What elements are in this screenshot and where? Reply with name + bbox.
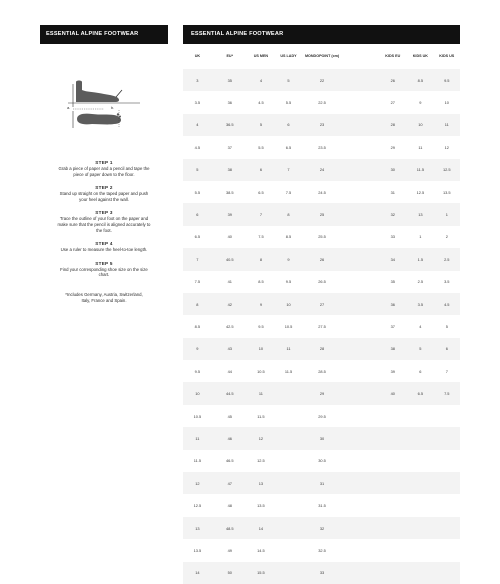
cell-kids-uk: 2.5 [407,271,433,293]
cell-mondopoint: 32 [303,517,341,539]
table-row [183,382,460,404]
cell-us-men: 7 [248,203,274,225]
cell-kids-eu: 32 [378,203,407,225]
cell-kids-us: 2.5 [434,248,460,270]
cell-uk: 4.5 [183,136,212,158]
cell-us-men: 11 [248,382,274,404]
cell-spacer [341,472,378,494]
step-title: STEP 1 [95,160,113,165]
cell-spacer [341,114,378,136]
cell-kids-us: 12 [434,136,460,158]
cell-uk: 7 [183,248,212,270]
cell-kids-eu [378,517,407,539]
cell-mondopoint: 26.5 [303,271,341,293]
table-row [183,539,460,561]
cell-spacer [341,69,378,91]
left-panel-title: ESSENTIAL ALPINE FOOTWEAR [40,25,168,44]
table-row [183,91,460,113]
cell-us-men: 12 [248,427,274,449]
cell-us-men: 13.5 [248,494,274,516]
cell-uk: 11.5 [183,450,212,472]
cell-us-lady: 9 [274,248,303,270]
cell-kids-uk: 10 [407,114,433,136]
header-kids-eu: KIDS EU [385,54,401,59]
cell-us-men: 14 [248,517,274,539]
cell-spacer [341,382,378,404]
cell-spacer [341,136,378,158]
cell-kids-uk: 8.5 [407,69,433,91]
cell-kids-us [434,450,460,472]
table-row [183,181,460,203]
cell-spacer [341,562,378,584]
cell-us-men: 4 [248,69,274,91]
cell-eu: 42 [212,293,248,315]
cell-kids-us [434,472,460,494]
cell-mondopoint: 23 [303,114,341,136]
table-row [183,114,460,136]
cell-kids-uk: 5 [407,338,433,360]
cell-us-men: 13 [248,472,274,494]
cell-kids-uk [407,472,433,494]
table-row [183,360,460,382]
cell-kids-eu: 34 [378,248,407,270]
table-row [183,450,460,472]
cell-spacer [341,494,378,516]
cell-us-lady [274,405,303,427]
cell-mondopoint: 30.5 [303,450,341,472]
foot-measure-illustration [64,76,144,136]
cell-us-lady: 5.5 [274,91,303,113]
cell-us-men: 10 [248,338,274,360]
step-title: STEP 3 [95,210,113,216]
cell-eu: 36 [212,91,248,113]
cell-kids-uk: 11 [407,136,433,158]
step-text: Use a ruler to measure the heel-to-toe length. [60,247,148,253]
table-row [183,136,460,158]
cell-us-lady: 8 [274,203,303,225]
cell-kids-uk [407,539,433,561]
cell-us-lady [274,382,303,404]
cell-spacer [341,360,378,382]
cell-spacer [341,181,378,203]
table-row [183,271,460,293]
cell-uk: 13.5 [183,539,212,561]
cell-kids-uk [407,517,433,539]
cell-spacer [341,226,378,248]
cell-us-lady: 7 [274,159,303,181]
cell-uk: 4 [183,114,212,136]
measure-steps [40,160,168,278]
cell-kids-uk: 12.5 [407,181,433,203]
cell-eu: 42.5 [212,315,248,337]
cell-kids-eu: 39 [378,360,407,382]
cell-mondopoint: 22.5 [303,91,341,113]
cell-eu: 39 [212,203,248,225]
cell-kids-eu: 38 [378,338,407,360]
cell-spacer [341,203,378,225]
cell-eu: 41 [212,271,248,293]
cell-kids-us: 6 [434,338,460,360]
cell-mondopoint: 27 [303,293,341,315]
cell-eu: 46 [212,427,248,449]
cell-kids-eu: 40 [378,382,407,404]
cell-uk: 9.5 [183,360,212,382]
cell-uk: 14 [183,562,212,584]
table-row [183,248,460,270]
cell-us-lady: 10 [274,293,303,315]
cell-mondopoint: 32.5 [303,539,341,561]
cell-us-men: 10.5 [248,360,274,382]
cell-kids-eu [378,427,407,449]
cell-us-men: 4.5 [248,91,274,113]
table-row [183,293,460,315]
cell-mondopoint: 26 [303,248,341,270]
cell-eu: 36.5 [212,114,248,136]
cell-kids-uk [407,427,433,449]
cell-kids-eu: 30 [378,159,407,181]
cell-us-lady: 6 [274,114,303,136]
cell-uk: 11 [183,427,212,449]
cell-mondopoint: 33 [303,562,341,584]
cell-eu: 48 [212,494,248,516]
table-row [183,494,460,516]
cell-eu: 40 [212,226,248,248]
cell-spacer [341,91,378,113]
cell-us-lady [274,562,303,584]
cell-uk: 7.5 [183,271,212,293]
cell-mondopoint: 29 [303,382,341,404]
cell-spacer [341,293,378,315]
cell-us-lady [274,539,303,561]
cell-kids-us [434,562,460,584]
cell-kids-uk [407,494,433,516]
cell-kids-uk: 3.5 [407,293,433,315]
cell-kids-us: 7.5 [434,382,460,404]
cell-spacer [341,450,378,472]
cell-kids-us: 2 [434,226,460,248]
header-uk: UK [194,54,201,59]
cell-mondopoint: 23.5 [303,136,341,158]
cell-uk: 10 [183,382,212,404]
cell-kids-uk: 6 [407,360,433,382]
cell-us-men: 14.5 [248,539,274,561]
step-text: Trace the outline of your foot on the paper and make sure that the pencil is aligned accurately to the foot. [57,216,151,233]
cell-kids-eu: 36 [378,293,407,315]
cell-us-men: 12.5 [248,450,274,472]
cell-us-men: 5.5 [248,136,274,158]
cell-kids-eu: 26 [378,69,407,91]
cell-us-lady [274,472,303,494]
cell-us-lady: 11 [274,338,303,360]
cell-kids-us: 12.5 [434,159,460,181]
cell-spacer [341,427,378,449]
step-2 [40,185,168,202]
cell-kids-uk: 1 [407,226,433,248]
cell-kids-eu [378,405,407,427]
cell-kids-uk [407,405,433,427]
cell-us-lady: 8.5 [274,226,303,248]
table-row [183,472,460,494]
cell-uk: 13 [183,517,212,539]
cell-kids-eu [378,562,407,584]
step-4 [40,241,168,253]
cell-mondopoint: 27.5 [303,315,341,337]
table-row [183,226,460,248]
step-1 [40,160,168,177]
size-chart-body [183,69,460,584]
cell-kids-uk: 13 [407,203,433,225]
cell-uk: 3.5 [183,91,212,113]
cell-us-lady: 11.5 [274,360,303,382]
cell-mondopoint: 28 [303,338,341,360]
cell-kids-eu: 33 [378,226,407,248]
cell-kids-us: 4.5 [434,293,460,315]
cell-kids-us [434,517,460,539]
cell-kids-us: 10 [434,91,460,113]
cell-us-lady [274,494,303,516]
step-title: STEP 4 [95,241,113,247]
cell-mondopoint: 22 [303,69,341,91]
footnote: *Includes Germany, Austria, Switzerland, Italy, France and Spain. [65,291,143,303]
cell-spacer [341,539,378,561]
cell-spacer [341,248,378,270]
cell-uk: 5 [183,159,212,181]
cell-mondopoint: 30 [303,427,341,449]
cell-uk: 6 [183,203,212,225]
cell-kids-uk: 1.5 [407,248,433,270]
header-eu: EU* [226,54,234,59]
cell-uk: 12.5 [183,494,212,516]
cell-eu: 47 [212,472,248,494]
step-text: Stand up straight on the taped paper and push your heel against the wall. [59,191,149,202]
cell-us-lady: 5 [274,69,303,91]
cell-kids-us [434,405,460,427]
cell-mondopoint: 31 [303,472,341,494]
cell-kids-eu [378,494,407,516]
cell-eu: 35 [212,69,248,91]
cell-kids-eu: 35 [378,271,407,293]
cell-uk: 6.5 [183,226,212,248]
cell-kids-uk [407,450,433,472]
cell-us-lady: 9.5 [274,271,303,293]
cell-uk: 9 [183,338,212,360]
cell-mondopoint: 28.5 [303,360,341,382]
cell-uk: 10.5 [183,405,212,427]
cell-kids-us [434,427,460,449]
cell-spacer [341,271,378,293]
cell-mondopoint: 31.5 [303,494,341,516]
header-us-lady: US LADY [280,54,297,59]
cell-us-men: 6.5 [248,181,274,203]
cell-eu: 45 [212,405,248,427]
step-3 [40,210,168,233]
step-5 [40,261,168,278]
cell-uk: 3 [183,69,212,91]
cell-eu: 43 [212,338,248,360]
header-mondopoint: MONDOPOINT (cm) [304,54,340,59]
cell-eu: 46.5 [212,450,248,472]
cell-kids-uk: 9 [407,91,433,113]
cell-eu: 50 [212,562,248,584]
cell-eu: 37 [212,136,248,158]
cell-us-men: 15.5 [248,562,274,584]
cell-eu: 38 [212,159,248,181]
cell-mondopoint: 29.5 [303,405,341,427]
cell-us-lady [274,450,303,472]
cell-kids-uk: 11.5 [407,159,433,181]
cell-uk: 5.5 [183,181,212,203]
cell-us-men: 9 [248,293,274,315]
label-a: a. [67,105,71,110]
cell-us-men: 8 [248,248,274,270]
cell-us-men: 5 [248,114,274,136]
how-to-measure-panel [40,25,168,303]
table-row [183,338,460,360]
cell-spacer [341,315,378,337]
cell-kids-uk: 6.5 [407,382,433,404]
step-title: STEP 5 [95,260,113,266]
cell-kids-us: 9.5 [434,69,460,91]
table-row [183,562,460,584]
size-chart-panel [183,25,460,584]
table-row [183,517,460,539]
cell-spacer [341,405,378,427]
cell-eu: 44 [212,360,248,382]
cell-kids-eu: 28 [378,114,407,136]
table-row [183,427,460,449]
cell-us-lady: 10.5 [274,315,303,337]
cell-uk: 12 [183,472,212,494]
header-kids-uk: KIDS UK [412,54,428,59]
cell-us-men: 8.5 [248,271,274,293]
cell-kids-us: 13.5 [434,181,460,203]
cell-kids-eu: 31 [378,181,407,203]
cell-kids-eu: 29 [378,136,407,158]
cell-us-men: 11.5 [248,405,274,427]
header-kids-us: KIDS US [439,54,455,59]
cell-us-lady: 6.5 [274,136,303,158]
cell-us-men: 9.5 [248,315,274,337]
cell-eu: 44.5 [212,382,248,404]
table-row [183,159,460,181]
cell-mondopoint: 25 [303,203,341,225]
cell-spacer [341,159,378,181]
label-b: b. [111,105,115,110]
cell-uk: 8 [183,293,212,315]
cell-kids-eu [378,472,407,494]
cell-us-men: 6 [248,159,274,181]
step-title: STEP 2 [95,185,113,191]
cell-kids-us: 11 [434,114,460,136]
table-row [183,203,460,225]
header-us-men: US MEN [253,54,269,59]
cell-kids-us: 1 [434,203,460,225]
cell-kids-us [434,539,460,561]
step-text: Grab a piece of paper and a pencil and tape the piece of paper down to the floor. [58,166,150,177]
cell-eu: 38.5 [212,181,248,203]
cell-spacer [341,517,378,539]
table-row [183,405,460,427]
cell-kids-us: 3.5 [434,271,460,293]
cell-us-men: 7.5 [248,226,274,248]
size-chart-table [183,44,460,584]
table-row [183,315,460,337]
cell-eu: 40.5 [212,248,248,270]
cell-kids-us: 5 [434,315,460,337]
cell-kids-eu [378,539,407,561]
step-text: Find your corresponding shoe size on the size chart. [60,266,148,278]
cell-eu: 48.5 [212,517,248,539]
cell-kids-uk: 4 [407,315,433,337]
cell-kids-us: 7 [434,360,460,382]
cell-mondopoint: 24.5 [303,181,341,203]
cell-us-lady [274,427,303,449]
cell-eu: 49 [212,539,248,561]
cell-kids-eu [378,450,407,472]
cell-kids-us [434,494,460,516]
table-row [183,69,460,91]
cell-kids-eu: 27 [378,91,407,113]
cell-us-lady [274,517,303,539]
cell-mondopoint: 24 [303,159,341,181]
cell-uk: 8.5 [183,315,212,337]
header-spacer [341,44,378,69]
cell-spacer [341,338,378,360]
table-header-row [183,44,460,69]
cell-us-lady: 7.5 [274,181,303,203]
cell-kids-eu: 37 [378,315,407,337]
cell-mondopoint: 25.5 [303,226,341,248]
cell-kids-uk [407,562,433,584]
size-chart-title: ESSENTIAL ALPINE FOOTWEAR [183,25,460,44]
foot-diagram-icon [64,76,144,136]
